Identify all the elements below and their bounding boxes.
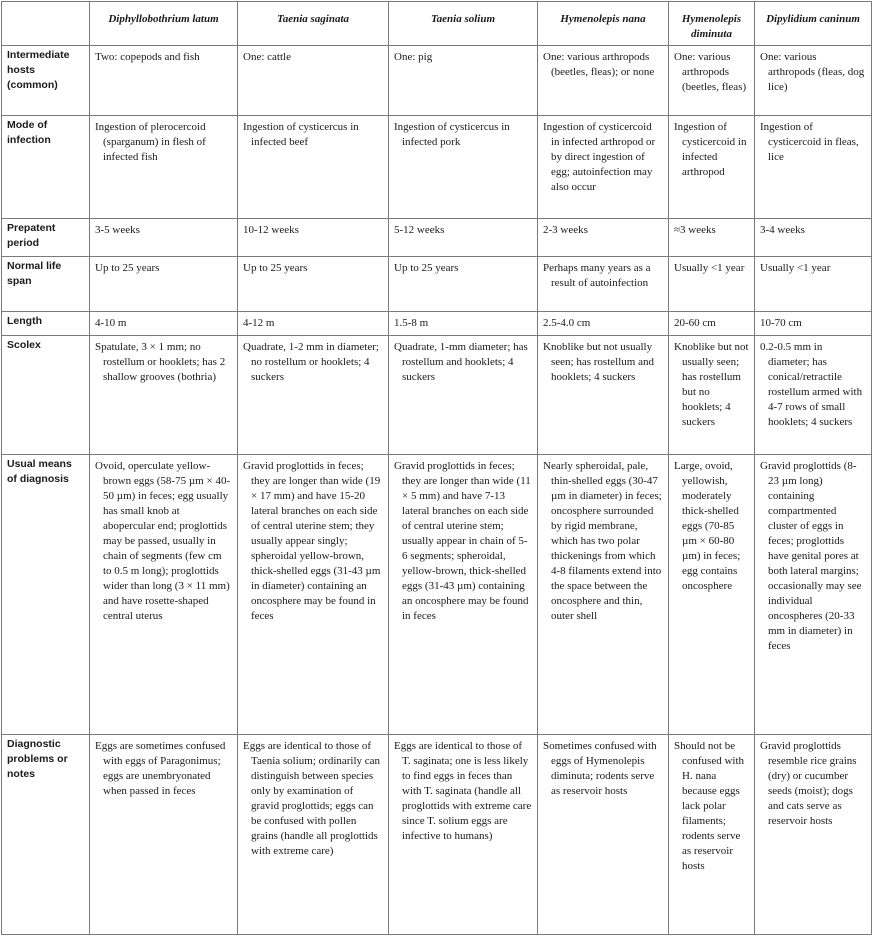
cell-text: Should not be confused with H. nana because eggs lack polar filaments; rodents serve as reservoir hosts <box>674 739 745 872</box>
cell-text: Ovoid, operculate yellow-brown eggs (58-75 µm × 40-50 µm) in feces; egg usually has small knob at abopercular end; proglottids may be passed, usually in chain of segments (few cm to 0.5 m long); proglottids wider than long (3 × 11 mm) and have rosette-shaped central uterus <box>95 460 231 623</box>
cell-text: Knoblike but not usually seen; has rostellum but no hooklets; 4 suckers <box>674 341 749 429</box>
row-label-mode-of-infection: Mode of infection <box>2 116 90 219</box>
cell-intermediate-hosts-d-caninum <box>755 46 872 116</box>
row-length <box>2 312 872 336</box>
cell-text: 1.5-8 m <box>394 317 429 330</box>
cell-life-span-t-solium <box>389 257 538 312</box>
cell-text: One: various arthropods (fleas, dog lice) <box>760 51 865 93</box>
cell-text: Eggs are identical to those of T. saginata; one is less likely to find eggs in feces than with T. saginata (handle all proglottids with extreme care since T. solium eggs are infective to humans) <box>394 739 532 842</box>
header-taenia-saginata: Taenia saginata <box>238 2 389 46</box>
cell-text: Spatulate, 3 × 1 mm; no rostellum or hooklets; has 2 shallow grooves (bothria) <box>95 341 226 384</box>
cell-prepatent-h-nana <box>538 219 669 257</box>
cell-length-h-diminuta <box>669 312 755 336</box>
cell-life-span-h-diminuta <box>669 257 755 312</box>
cell-life-span-t-saginata <box>238 257 389 312</box>
cell-length-t-solium <box>389 312 538 336</box>
row-diagnostic-problems <box>2 734 872 934</box>
cell-text: 10-12 weeks <box>243 224 299 237</box>
row-label-length: Length <box>2 312 90 336</box>
cell-text: One: various arthropods (beetles, fleas) <box>674 51 747 93</box>
cell-text: 3-5 weeks <box>95 224 140 237</box>
row-usual-means-of-diagnosis <box>2 455 872 734</box>
cell-mode-of-infection-d-caninum <box>755 116 872 219</box>
cell-intermediate-hosts-t-saginata <box>238 46 389 116</box>
cell-text: Two: copepods and fish <box>95 51 200 63</box>
tapeworm-comparison-table <box>1 1 872 935</box>
cell-text: 2.5-4.0 cm <box>543 317 591 330</box>
cell-diagnosis-h-nana <box>538 455 669 734</box>
cell-scolex-t-saginata <box>238 336 389 455</box>
cell-text: Ingestion of cysticercoid in infected arthropod or by direct ingestion of egg; autoinfection may also occur <box>543 121 656 194</box>
cell-length-d-latum <box>90 312 238 336</box>
cell-prepatent-t-saginata <box>238 219 389 257</box>
cell-text: Gravid proglottids in feces; they are longer than wide (19 × 17 mm) and have 15-20 lateral branches on each side of central uterine stem; they usually appear singly; spheroidal yellow-brown, thick-shelled eggs (31-43 µm in diameter) containing an oncosphere may be found in feces <box>243 460 381 623</box>
cell-problems-t-solium <box>389 734 538 934</box>
cell-prepatent-t-solium <box>389 219 538 257</box>
header-hymenolepis-nana: Hymenolepis nana <box>538 2 669 46</box>
row-label-scolex: Scolex <box>2 336 90 455</box>
cell-scolex-h-diminuta <box>669 336 755 455</box>
cell-problems-h-diminuta <box>669 734 755 934</box>
header-row <box>2 2 872 46</box>
cell-mode-of-infection-d-latum <box>90 116 238 219</box>
cell-text: Gravid proglottids resemble rice grains (dry) or cucumber seeds (moist); dogs and cats serve as reservoir hosts <box>760 739 857 827</box>
cell-text: Ingestion of cysticercus in infected beef <box>243 121 359 149</box>
cell-text: Sometimes confused with eggs of Hymenolepis diminuta; rodents serve as reservoir hosts <box>543 739 657 797</box>
header-diphyllobothrium-latum: Diphyllobothrium latum <box>90 2 238 46</box>
cell-text: Quadrate, 1-2 mm in diameter; no rostellum or hooklets; 4 suckers <box>243 341 379 384</box>
cell-problems-d-latum <box>90 734 238 934</box>
cell-intermediate-hosts-t-solium <box>389 46 538 116</box>
cell-text: Ingestion of cysticercoid in infected arthropod <box>674 121 747 179</box>
cell-scolex-h-nana <box>538 336 669 455</box>
cell-intermediate-hosts-h-nana <box>538 46 669 116</box>
cell-text: Ingestion of plerocercoid (sparganum) in flesh of infected fish <box>95 121 206 164</box>
cell-diagnosis-t-saginata <box>238 455 389 734</box>
cell-length-h-nana <box>538 312 669 336</box>
cell-text: Usually <1 year <box>674 262 745 275</box>
cell-text: One: various arthropods (beetles, fleas); or none <box>543 51 655 78</box>
cell-intermediate-hosts-h-diminuta <box>669 46 755 116</box>
row-label-normal-life-span: Normal life span <box>2 257 90 312</box>
cell-text: Perhaps many years as a result of autoinfection <box>543 262 651 290</box>
cell-text: 20-60 cm <box>674 317 716 330</box>
header-hymenolepis-diminuta: Hymenolepis diminuta <box>669 2 755 46</box>
header-taenia-solium: Taenia solium <box>389 2 538 46</box>
header-dipylidium-caninum: Dipylidium caninum <box>755 2 872 46</box>
cell-text: Gravid proglottids in feces; they are longer than wide (11 × 5 mm) and have 7-13 lateral branches on each side of central uterine stem; usually appear in chain of 5-6 segments; spheroidal, yellow-brown, thick-shelled eggs (31-43 µm) containing an oncosphere may be found in feces <box>394 460 531 623</box>
row-mode-of-infection <box>2 116 872 219</box>
cell-text: One: pig <box>394 51 433 63</box>
cell-diagnosis-d-caninum <box>755 455 872 734</box>
cell-text: 2-3 weeks <box>543 224 588 237</box>
cell-text: 4-12 m <box>243 317 275 330</box>
cell-text: Eggs are sometimes confused with eggs of Paragonimus; eggs are unembryonated when passed in feces <box>95 739 226 797</box>
cell-text: Eggs are identical to those of Taenia solium; ordinarily can distinguish between species only by examination of gravid proglottids; eggs can be confused with pollen grains (handle all proglottids with extreme care) <box>243 739 381 857</box>
cell-text: 0.2-0.5 mm in diameter; has conical/retractile rostellum armed with 4-7 rows of small hooklets; 4 suckers <box>760 341 863 429</box>
cell-text: Quadrate, 1-mm diameter; has rostellum and hooklets; 4 suckers <box>394 341 528 384</box>
row-intermediate-hosts <box>2 46 872 116</box>
cell-prepatent-h-diminuta <box>669 219 755 257</box>
cell-scolex-d-caninum <box>755 336 872 455</box>
cell-text: Ingestion of cysticercus in infected pork <box>394 121 510 149</box>
row-label-prepatent-period: Prepatent period <box>2 219 90 257</box>
cell-text: Up to 25 years <box>95 262 160 275</box>
cell-intermediate-hosts-d-latum <box>90 46 238 116</box>
cell-text: 5-12 weeks <box>394 224 445 237</box>
cell-text: Up to 25 years <box>394 262 459 275</box>
cell-diagnosis-t-solium <box>389 455 538 734</box>
row-label-usual-means-of-diagnosis: Usual means of diagnosis <box>2 455 90 734</box>
cell-mode-of-infection-h-nana <box>538 116 669 219</box>
cell-mode-of-infection-t-saginata <box>238 116 389 219</box>
row-label-diagnostic-problems: Diagnostic problems or notes <box>2 734 90 934</box>
cell-diagnosis-h-diminuta <box>669 455 755 734</box>
cell-problems-t-saginata <box>238 734 389 934</box>
cell-length-d-caninum <box>755 312 872 336</box>
row-scolex <box>2 336 872 455</box>
cell-life-span-d-caninum <box>755 257 872 312</box>
cell-text: Gravid proglottids (8-23 µm long) containing compartmented cluster of eggs in feces; proglottids have genital pores at both lateral margins; occasionally may see individual oncospheres (20-33 mm in diameter) in feces <box>760 460 862 653</box>
cell-problems-d-caninum <box>755 734 872 934</box>
cell-text: Knoblike but not usually seen; has rostellum and hooklets; 4 suckers <box>543 341 654 384</box>
cell-diagnosis-d-latum <box>90 455 238 734</box>
cell-life-span-d-latum <box>90 257 238 312</box>
row-label-intermediate-hosts: Intermediate hosts (common) <box>2 46 90 116</box>
cell-text: ≈3 weeks <box>674 224 716 237</box>
cell-text: Nearly spheroidal, pale, thin-shelled eggs (30-47 µm in diameter) in feces; oncosphere surrounded by rigid membrane, which has two polar thickenings from which 4-8 filaments extend into the space between the oncosphere and thin, outer shell <box>543 460 662 623</box>
row-prepatent-period <box>2 219 872 257</box>
cell-mode-of-infection-t-solium <box>389 116 538 219</box>
cell-text: Large, ovoid, yellowish, moderately thick-shelled eggs (70-85 µm × 60-80 µm) in feces; egg contains oncosphere <box>674 460 741 593</box>
cell-scolex-d-latum <box>90 336 238 455</box>
cell-text: One: cattle <box>243 51 291 63</box>
header-corner <box>2 2 90 46</box>
cell-length-t-saginata <box>238 312 389 336</box>
cell-text: Up to 25 years <box>243 262 308 275</box>
cell-text: 3-4 weeks <box>760 224 805 237</box>
cell-text: Ingestion of cysticercoid in fleas, lice <box>760 121 859 164</box>
cell-text: Usually <1 year <box>760 262 831 275</box>
cell-text: 10-70 cm <box>760 317 802 330</box>
cell-prepatent-d-caninum <box>755 219 872 257</box>
cell-life-span-h-nana <box>538 257 669 312</box>
cell-problems-h-nana <box>538 734 669 934</box>
row-normal-life-span <box>2 257 872 312</box>
cell-mode-of-infection-h-diminuta <box>669 116 755 219</box>
cell-prepatent-d-latum <box>90 219 238 257</box>
cell-scolex-t-solium <box>389 336 538 455</box>
cell-text: 4-10 m <box>95 317 127 330</box>
